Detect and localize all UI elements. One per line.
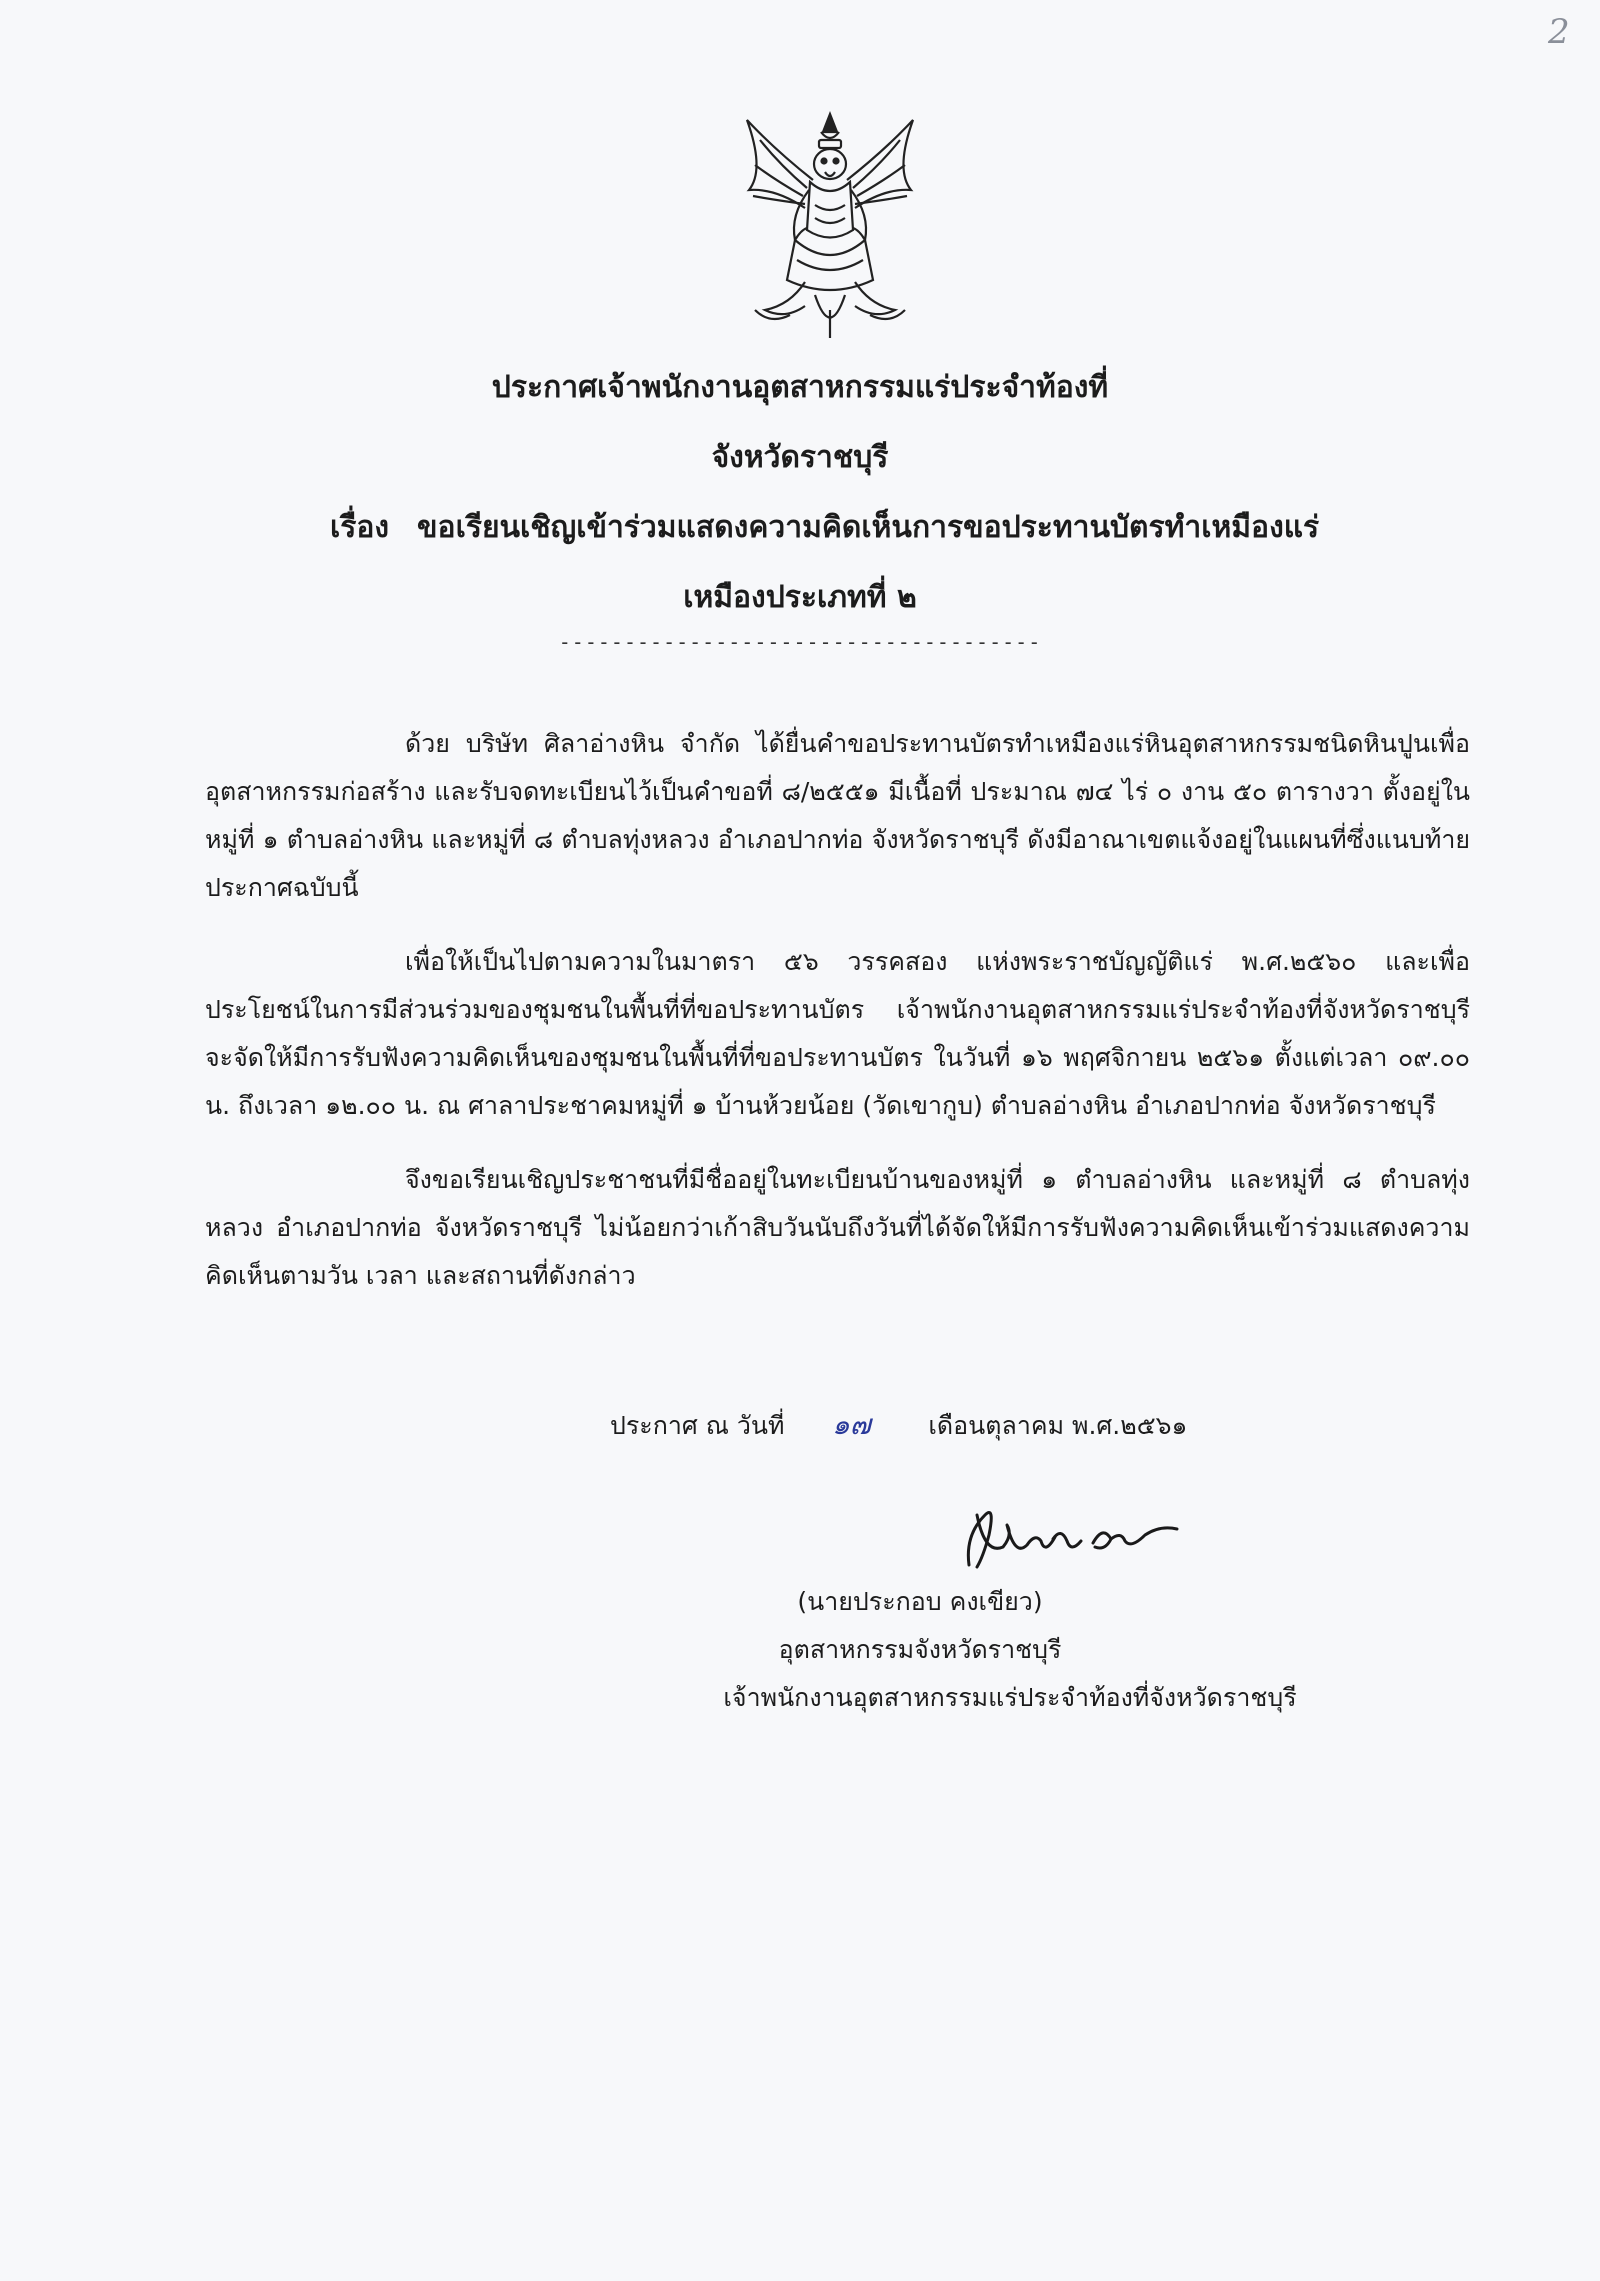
handwritten-signature	[955, 1495, 1185, 1575]
body-paragraph-1: ด้วย บริษัท ศิลาอ่างหิน จำกัด ได้ยื่นคำขอประทานบัตรทำเหมืองแร่หินอุตสาหกรรมชนิดหินปูนเพื่ออุตสาหกรรมก่อสร้าง และรับจดทะเบียนไว้เป็นคำขอที่ ๘/๒๕๕๑ มีเนื้อที่ ประมาณ ๗๔ ไร่ ๐ งาน ๕๐ ตารางวา ตั้งอยู่ในหมู่ที่ ๑ ตำบลอ่างหิน และหมู่ที่ ๘ ตำบลทุ่งหลวง อำเภอปากท่อ จังหวัดราชบุรี ดังมีอาณาเขตแจ้งอยู่ในแผนที่ซึ่งแนบท้ายประกาศฉบับนี้	[205, 729, 1470, 902]
garuda-emblem-icon	[735, 110, 925, 345]
page-number: 2	[1548, 12, 1570, 52]
subject-line-2: เหมืองประเภทที่ ๒	[683, 580, 917, 615]
province-title: จังหวัดราชบุรี	[711, 440, 889, 475]
date-prefix: ประกาศ ณ วันที่	[610, 1411, 785, 1440]
signer-position-2: เจ้าพนักงานอุตสาหกรรมแร่ประจำท้องที่จังหวัดราชบุรี	[723, 1683, 1297, 1712]
body-paragraph-2: เพื่อให้เป็นไปตามความในมาตรา ๕๖ วรรคสอง แห่งพระราชบัญญัติแร่ พ.ศ.๒๕๖๐ และเพื่อประโยชน์ในการมีส่วนร่วมของชุมชนในพื้นที่ที่ขอประทานบัตร เจ้าพนักงานอุตสาหกรรมแร่ประจำท้องที่จังหวัดราชบุรี จะจัดให้มีการรับฟังความคิดเห็นของชุมชนในพื้นที่ที่ขอประทานบัตร ในวันที่ ๑๖ พฤศจิกายน ๒๕๖๑ ตั้งแต่เวลา ๐๙.๐๐ น. ถึงเวลา ๑๒.๐๐ น. ณ ศาลาประชาคมหมู่ที่ ๑ บ้านห้วยน้อย (วัดเขากูบ) ตำบลอ่างหิน อำเภอปากท่อ จังหวัดราชบุรี	[205, 947, 1470, 1120]
subject-line	[0, 508, 1600, 548]
header-separator: -------------------------------------	[558, 630, 1042, 654]
announcement-date	[610, 1403, 1211, 1447]
subject-text: ขอเรียนเชิญเข้าร่วมแสดงความคิดเห็นการขอประทานบัตรทำเหมืองแร่	[417, 510, 1320, 545]
announcement-title: ประกาศเจ้าพนักงานอุตสาหกรรมแร่ประจำท้องที่	[491, 370, 1109, 405]
announcement-body	[205, 720, 1470, 1326]
announcement-header	[0, 368, 1600, 654]
body-paragraph-3: จึงขอเรียนเชิญประชาชนที่มีชื่ออยู่ในทะเบียนบ้านของหมู่ที่ ๑ ตำบลอ่างหิน และหมู่ที่ ๘ ตำบลทุ่งหลวง อำเภอปากท่อ จังหวัดราชบุรี ไม่น้อยกว่าเก้าสิบวันนับถึงวันที่ได้จัดให้มีการรับฟังความคิดเห็นเข้าร่วมแสดงความคิดเห็นตามวัน เวลา และสถานที่ดังกล่าว	[205, 1165, 1470, 1290]
signer-name: (นายประกอบ คงเขียว)	[797, 1587, 1043, 1616]
date-day-handwritten: ๑๗	[832, 1408, 871, 1441]
signer-block	[650, 1578, 1370, 1722]
signer-position-1: อุตสาหกรรมจังหวัดราชบุรี	[778, 1635, 1062, 1664]
date-month-year: เดือนตุลาคม พ.ศ.๒๕๖๑	[928, 1411, 1188, 1440]
subject-label: เรื่อง	[330, 510, 390, 545]
